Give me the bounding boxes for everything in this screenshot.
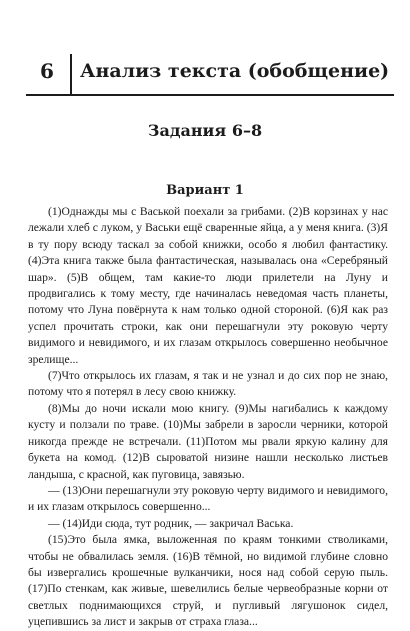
paragraph: — (13)Они перешагнули эту роковую черту видимого и невидимого, и их глазам открылось совершенно...	[28, 483, 388, 514]
paragraph: (8)Мы до ночи искали мою книгу. (9)Мы нагибались к каждому кусту и ползали по траве. (10)Мы забрели в заросли черники, которой никогда прежде не встречали. (11)Потом мы рвали яркую калину для букета на комод. (12)В сыроватой низине нашли несколько листьев ландыша, с красной, как пуговица, завязью.	[28, 401, 388, 481]
paragraph: (15)Это была ямка, выложенная по краям тонкими стволиками, чтобы не обвалилась земля. (16)В тёмной, но видимой глубине словно бы извергались крошечные вулканчики, нося над собой серую пыль. (17)По стенкам, как живые, шевелились белые червеобразные корни от светлых поднимающихся струй, и пугливый лягушонок сидел, уцепившись за лист и закрыв от страха глаза...	[28, 533, 388, 629]
header-divider	[70, 54, 72, 94]
chapter-title: Анализ текста (обобщение)	[80, 60, 390, 82]
paragraph: — (14)Иди сюда, тут родник, — закричал Васька.	[48, 516, 294, 530]
paragraph: (7)Что открылось их глазам, я так и не узнал и до сих пор не знаю, потому что я потерял в лесу свою книжку.	[28, 369, 388, 399]
variant-title: Вариант 1	[166, 183, 244, 198]
chapter-header	[26, 54, 394, 96]
chapter-number: 6	[40, 59, 54, 83]
paragraph: (1)Однажды мы с Васькой поехали за грибами. (2)В корзинах у нас лежали хлеб с луком, у Васьки ещё сваренные яйца, а у меня книга. (3)Я в ту пору всюду таскал за собой книжки, особо я любил фантастику. (4)Эта книга также была фантастическая, называлась она «Серебряный шар». (5)В общем, там какие-то люди прилетели на Луну и продвигались к тому месту, где начиналась неведомая часть планеты, потому что Луна повёрнута к нам только одной стороной. (6)Я как раз успел прочитать строки, как они перешагнули эту роковую черту видимого и невидимого, и их глазам открылось совершенно необычное зрелище...	[28, 205, 388, 366]
text-body	[28, 204, 388, 631]
tasks-title: Задания 6–8	[147, 121, 263, 140]
